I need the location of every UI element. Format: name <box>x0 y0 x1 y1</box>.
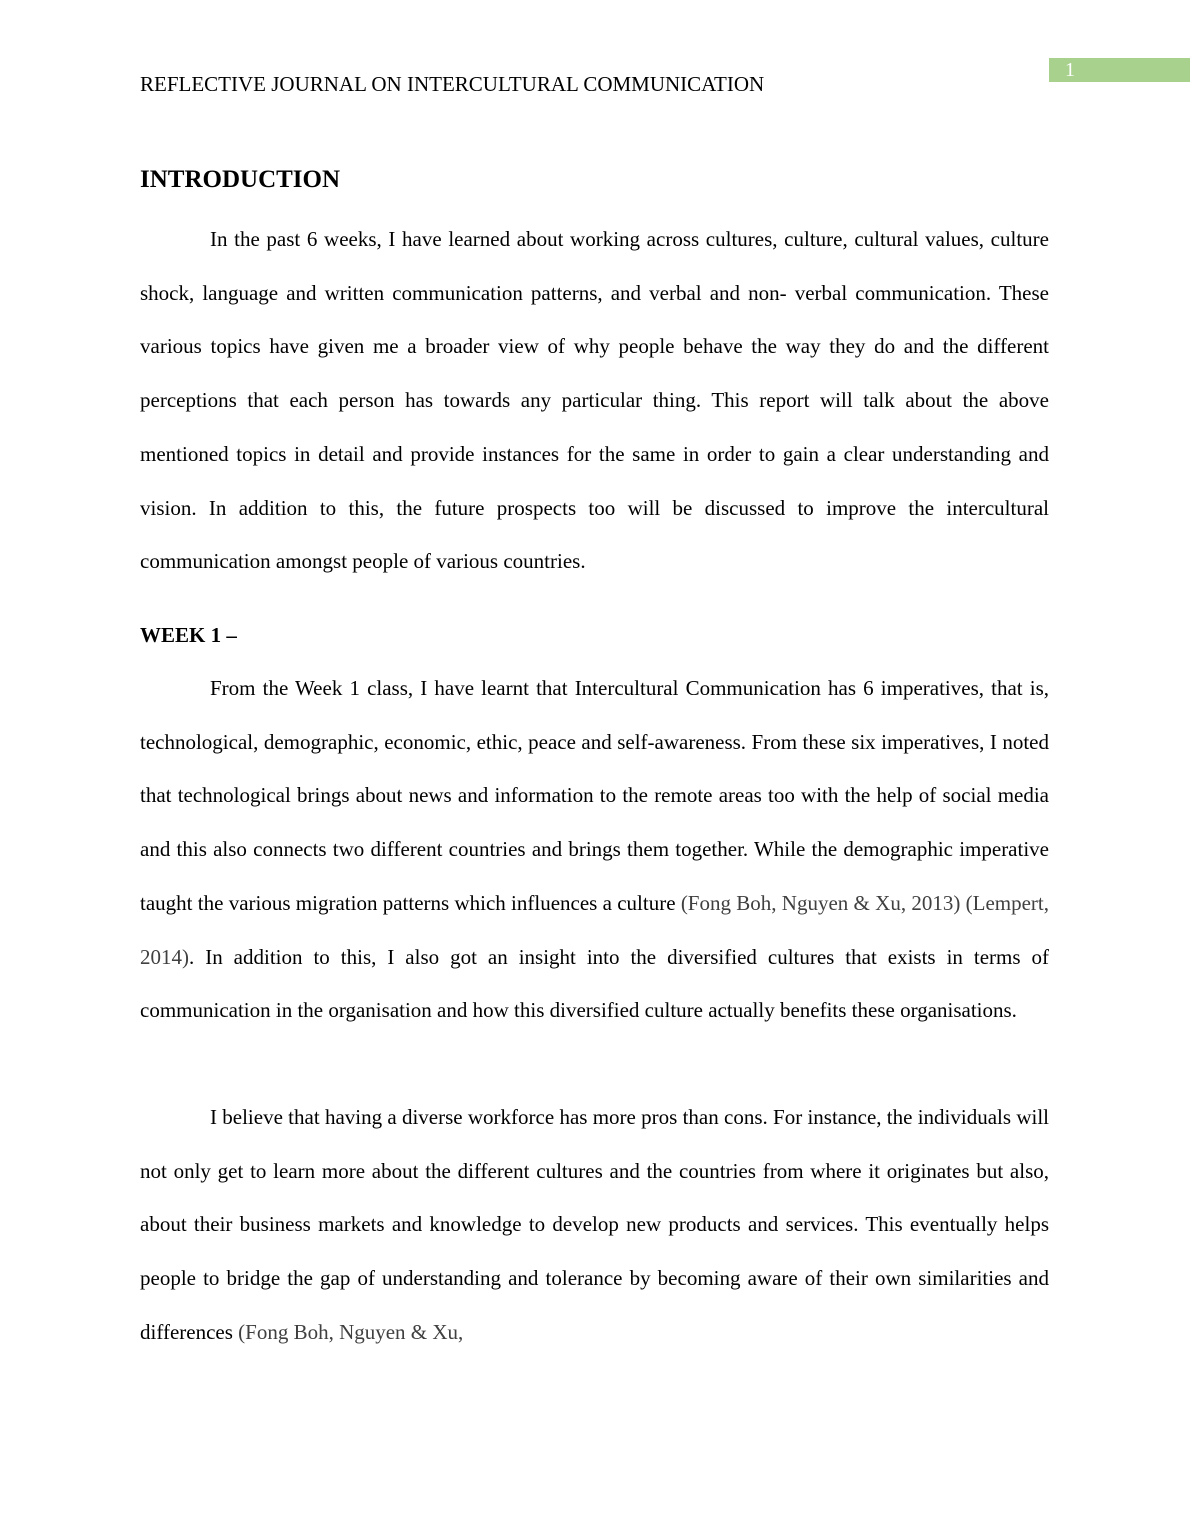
introduction-paragraph: In the past 6 weeks, I have learned about working across cultures, culture, cultural values, culture shock, language and written communication patterns, and verbal and non- verbal communication. These various topics have given me a broader view of why people behave the way they do and the different perceptions that each person has towards any particular thing. This report will talk about the above mentioned topics in detail and provide instances for the same in order to gain a clear understanding and vision. In addition to this, the future prospects too will be discussed to improve the intercultural communication amongst people of various countries. <box>140 227 1049 574</box>
introduction-heading: INTRODUCTION <box>140 166 341 193</box>
citation-fong-boh-2013: (Fong Boh, Nguyen & Xu, 2013) <box>680 890 961 915</box>
citation-fong-boh-partial: (Fong Boh, Nguyen & Xu, <box>238 1319 464 1344</box>
week1-p1-text-b: . In addition to this, I also got an insight into the diversified cultures that exists in terms of communication in the organisation and how this diversified culture actually benefits these organisations. <box>140 944 1049 1023</box>
week1-paragraph-1 <box>140 662 1049 1038</box>
week1-p2-text: I believe that having a diverse workforce has more pros than cons. For instance, the individuals will not only get to learn more about the different cultures and the countries from where it originates but also, about their business markets and knowledge to develop new products and services. This eventually helps people to bridge the gap of understanding and tolerance by becoming aware of their own similarities and differences <box>140 1105 1049 1344</box>
week1-paragraph-2 <box>140 1091 1049 1360</box>
running-head: REFLECTIVE JOURNAL ON INTERCULTURAL COMMUNICATION <box>140 72 765 96</box>
page-number: 1 <box>1065 59 1075 81</box>
week1-p1-text-a: From the Week 1 class, I have learnt that Intercultural Communication has 6 imperatives, that is, technological, demographic, economic, ethic, peace and self-awareness. From these six imperatives, I noted that technological brings about news and information to the remote areas too with the help of social media and this also connects two different countries and brings them together. While the demographic imperative taught the various migration patterns which influences a culture <box>140 676 1049 915</box>
page-number-bar <box>1049 58 1190 82</box>
week1-heading: WEEK 1 – <box>140 623 237 647</box>
citation-lempert-2014: (Lempert, 2014) <box>140 890 1049 969</box>
